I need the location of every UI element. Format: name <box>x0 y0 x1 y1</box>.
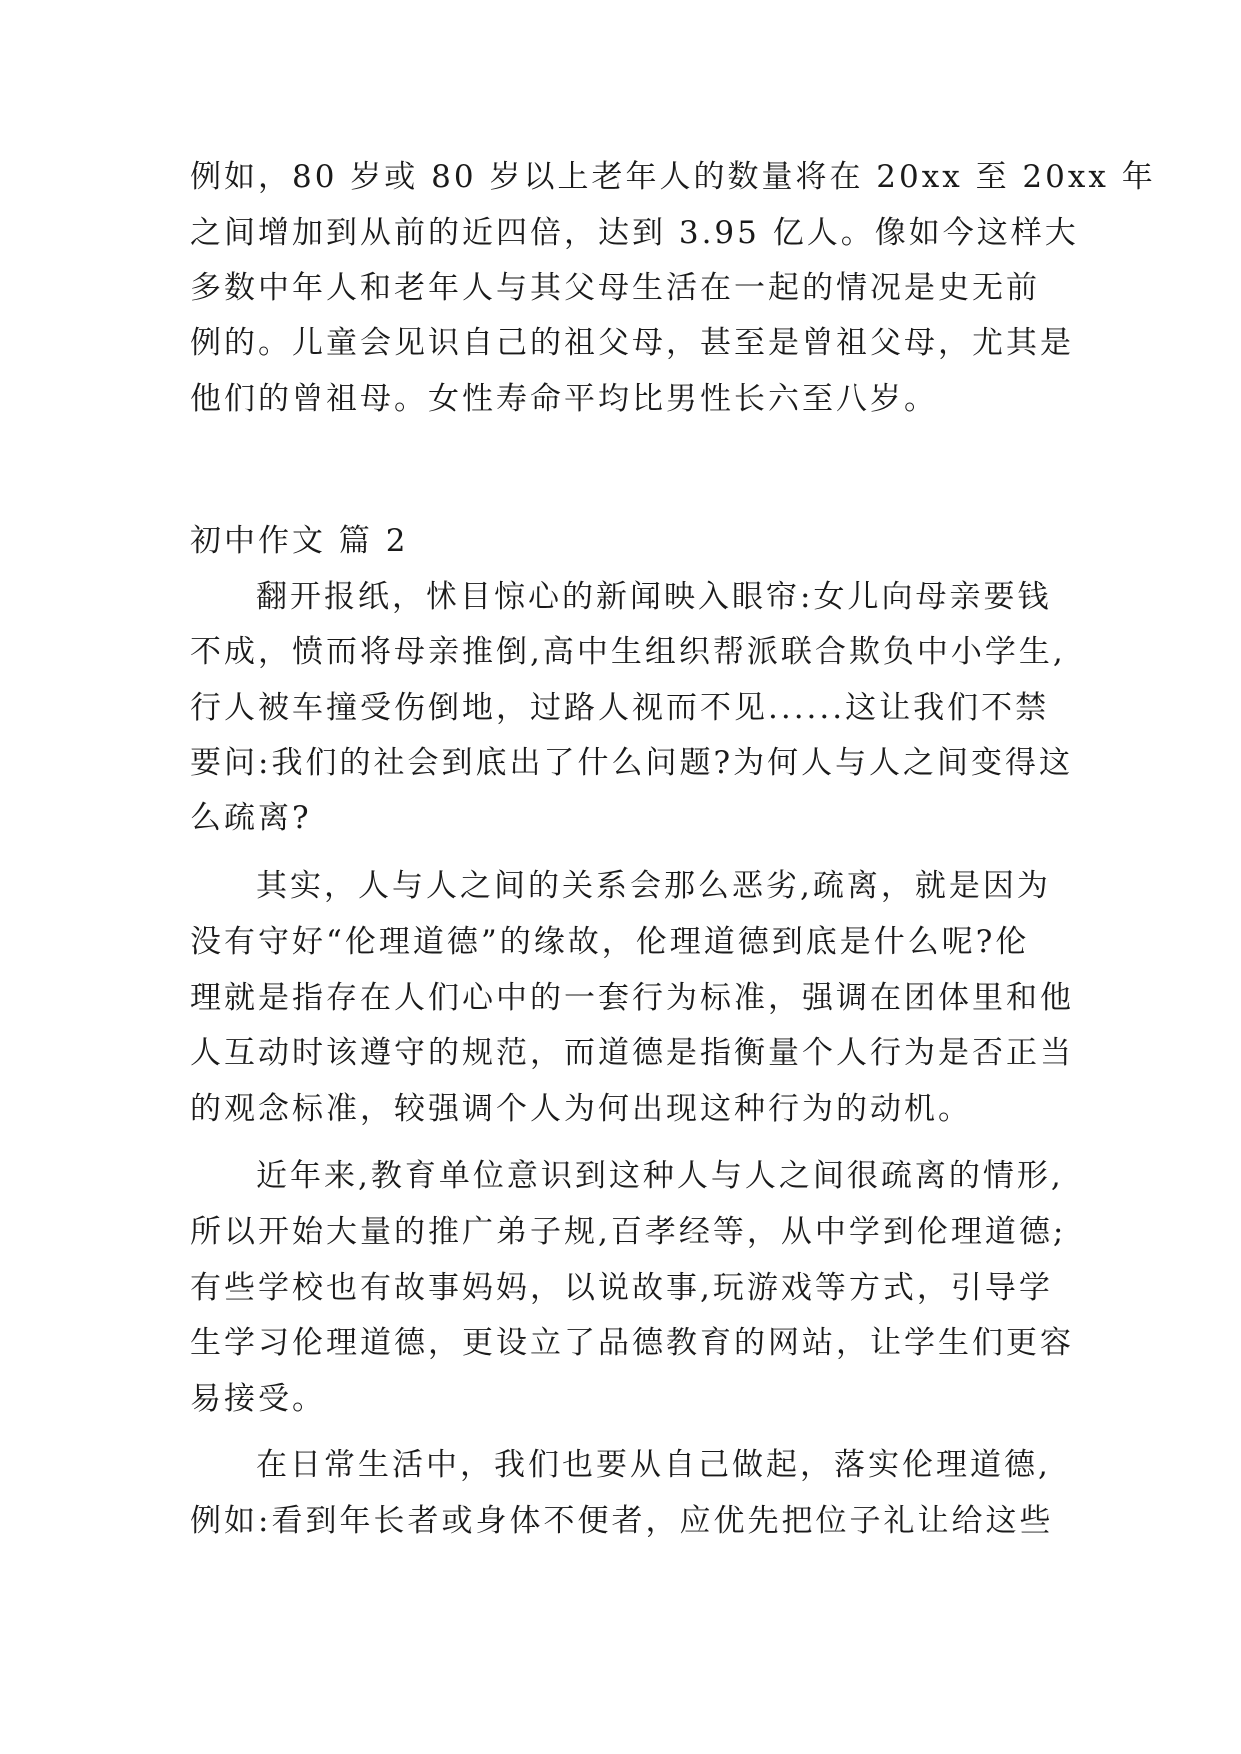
text-line: 近年来,教育单位意识到这种人与人之间很疏离的情形, <box>256 1158 1064 1194</box>
text-line: 例如，80 岁或 80 岁以上老年人的数量将在 20xx 至 20xx 年 <box>190 159 1156 195</box>
text-line: 人互动时该遵守的规范，而道德是指衡量个人行为是否正当 <box>190 1035 1074 1071</box>
text-line: 多数中年人和老年人与其父母生活在一起的情况是史无前 <box>190 270 1040 306</box>
text-line: 行人被车撞受伤倒地，过路人视而不见......这让我们不禁 <box>190 690 1050 726</box>
text-line: 没有守好“伦理道德”的缘故，伦理道德到底是什么呢?伦 <box>190 924 1030 960</box>
text-line: 其实，人与人之间的关系会那么恶劣,疏离，就是因为 <box>256 868 1051 904</box>
text-line: 不成，愤而将母亲推倒,高中生组织帮派联合欺负中小学生, <box>190 634 1066 670</box>
section-heading: 初中作文 篇 2 <box>190 523 409 559</box>
text-line: 例的。儿童会见识自己的祖父母，甚至是曾祖父母，尤其是 <box>190 325 1074 361</box>
text-line: 例如:看到年长者或身体不便者，应优先把位子礼让给这些 <box>190 1503 1054 1539</box>
text-line: 生学习伦理道德，更设立了品德教育的网站，让学生们更容 <box>190 1325 1074 1361</box>
text-line: 之间增加到从前的近四倍，达到 3.95 亿人。像如今这样大 <box>190 215 1079 251</box>
text-line: 所以开始大量的推广弟子规,百孝经等，从中学到伦理道德; <box>190 1214 1067 1250</box>
text-line: 他们的曾祖母。女性寿命平均比男性长六至八岁。 <box>190 381 938 417</box>
text-line: 么疏离? <box>190 800 312 836</box>
text-line: 理就是指存在人们心中的一套行为标准，强调在团体里和他 <box>190 980 1074 1016</box>
text-line: 易接受。 <box>190 1381 326 1417</box>
text-line: 要问:我们的社会到底出了什么问题?为何人与人之间变得这 <box>190 745 1074 781</box>
text-line: 的观念标准，较强调个人为何出现这种行为的动机。 <box>190 1091 972 1127</box>
text-line: 在日常生活中，我们也要从自己做起，落实伦理道德, <box>256 1447 1051 1483</box>
text-line: 翻开报纸，怵目惊心的新闻映入眼帘:女儿向母亲要钱 <box>256 579 1052 615</box>
text-line: 有些学校也有故事妈妈，以说故事,玩游戏等方式，引导学 <box>190 1270 1053 1306</box>
